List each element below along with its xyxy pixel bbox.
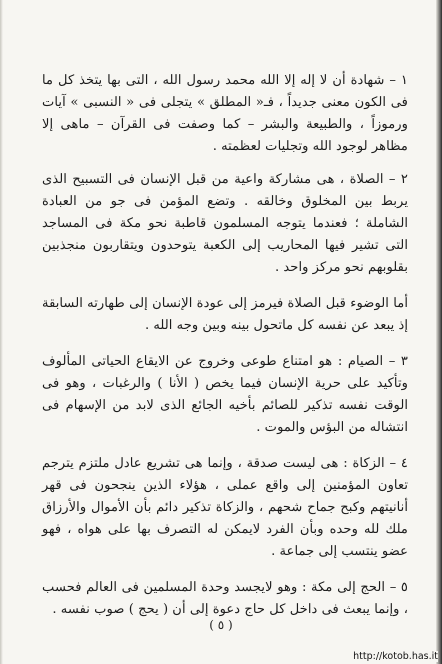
paragraph-salat: ٢ – الصلاة ، هى مشاركة واعية من قبل الإنسان فى التسبيح الذى يربط بين المخلوق وخالقه . وتضع المؤمن فى جو من العبادة الشاملة ؛ فعندما يتوجه المسلمون قاطبة نحو مكة فى المساجد التى تشير فيها المحاريب إلى الكعبة يتوحدون ويتقاربون منجذبين بقلوبهم نحو مركز واحد .: [42, 172, 408, 275]
page-number: ( ٥ ): [209, 618, 233, 632]
paragraph-hajj: ٥ – الحج إلى مكة : وهو لايجسد وحدة المسلمين فى العالم فحسب ، وإنما يبعث فى داخل كل حاج دعوة إلى أن ( يحج ) صوب نفسه .: [42, 580, 408, 617]
paragraph-shahada: ١ – شهادة أن لا إله إلا الله محمد رسول الله ، التى بها يتخذ كل ما فى الكون معنى جديداً ، فـ« المطلق » يتجلى فى « النسبى » آيات ورموزاً ، والطبيعة والبشر – كما وصفت فى القرآن – ماهى إلا مظاهر لوجود الله وتجليات لعظمته .: [42, 73, 408, 154]
paragraph-siyam: ٣ – الصيام : هو امتناع طوعى وخروج عن الايقاع الحياتى المألوف وتأكيد على حرية الإنسان فيما يخص ( الأنا ) والرغبات ، وهو فى الوقت نفسه تذكير للصائم بأخيه الجائع الذى لابد من الإسهام فى انتشاله من البؤس والموت .: [42, 354, 408, 435]
page-right-edge-shadow: [436, 0, 442, 664]
watermark-url: http://kotob.has.it: [353, 651, 438, 662]
body-text: [42, 70, 408, 621]
paragraph-zakat: ٤ – الزكاة : هى ليست صدقة ، وإنما هى تشريع عادل ملتزم يترجم تعاون المؤمنين إلى واقع عملى ، هؤلاء الذين ينجحون فى قهر أنانيتهم وكبح جماح شحهم ، والزكاة تذكير دائم بأن الأموال والأرزاق ملك لله وحده وبأن الفرد لايمكن له التصرف بها على هواه ، فهو عضو ينتسب إلى جماعة .: [42, 456, 408, 559]
page-left-edge: [0, 0, 3, 664]
paragraph-wudu: أما الوضوء قبل الصلاة فيرمز إلى عودة الإنسان إلى طهارته السابقة إذ يبعد عن نفسه كل ماتحول بينه وبين وجه الله .: [42, 296, 408, 333]
